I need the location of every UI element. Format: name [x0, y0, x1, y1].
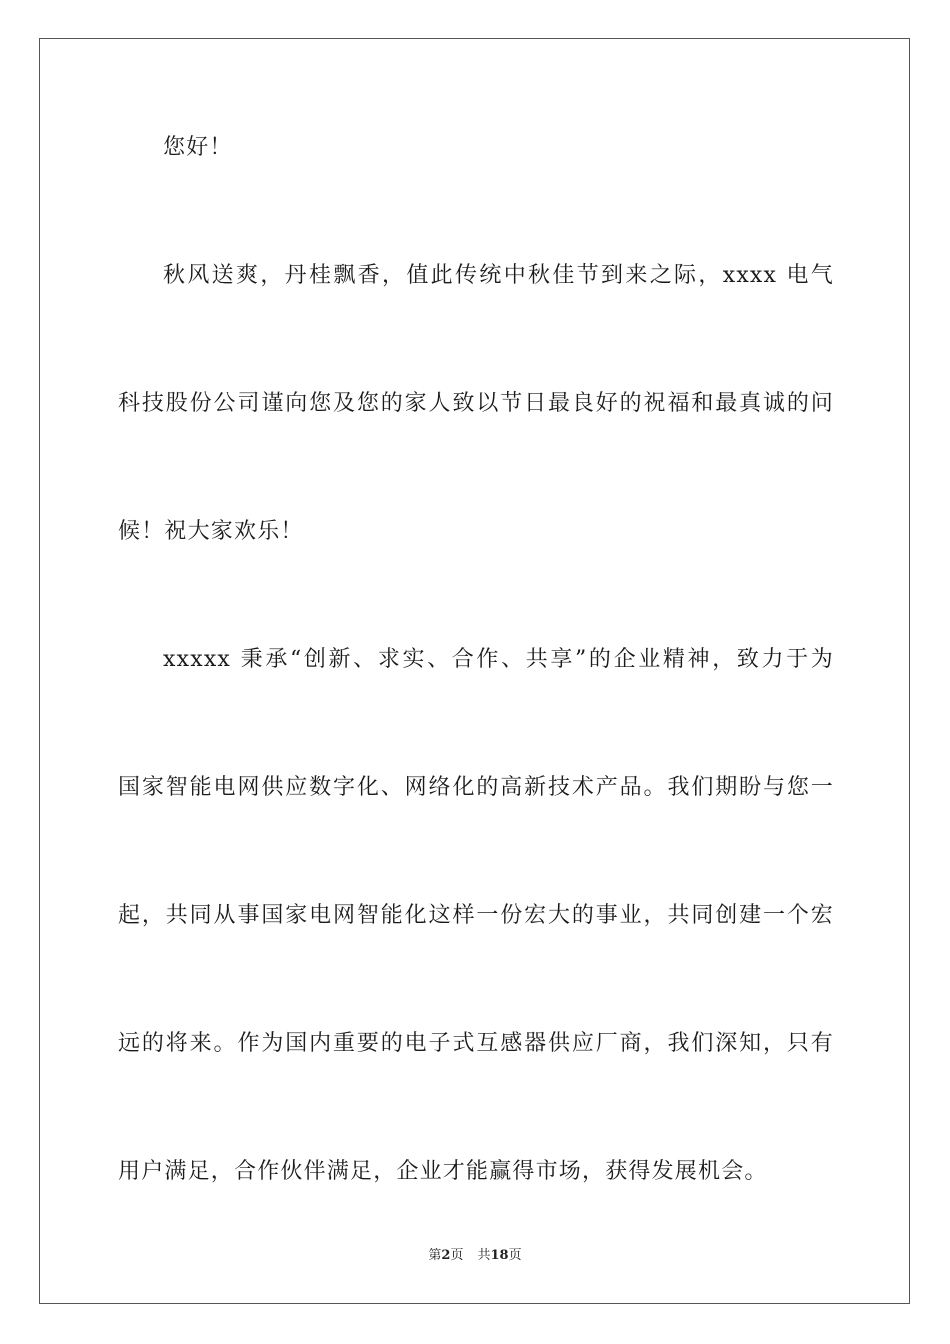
- greeting-line: 您好！: [163, 135, 233, 160]
- total-prefix: 共: [477, 1248, 491, 1263]
- total-pages: 18: [490, 1248, 509, 1263]
- total-suffix: 页: [508, 1248, 522, 1263]
- paragraph-2-line-4: 远的将来。作为国内重要的电子式互感器供应厂商，我们深知，只有: [118, 1031, 834, 1056]
- page-footer: [0, 1247, 950, 1265]
- page-number: 2: [441, 1248, 451, 1263]
- paragraph-1-line-1: 秋风送爽，丹桂飘香，值此传统中秋佳节到来之际，xxxx 电气: [163, 263, 834, 288]
- paragraph-1-line-3: 候！祝大家欢乐！: [118, 519, 304, 544]
- paragraph-2-line-5: 用户满足，合作伙伴满足，企业才能赢得市场，获得发展机会。: [118, 1159, 768, 1184]
- paragraph-1-line-2: 科技股份公司谨向您及您的家人致以节日最良好的祝福和最真诚的问: [118, 391, 834, 416]
- page-suffix: 页: [450, 1248, 464, 1263]
- page-prefix: 第: [428, 1248, 442, 1263]
- paragraph-2-line-3: 起，共同从事国家电网智能化这样一份宏大的事业，共同创建一个宏: [118, 903, 834, 928]
- paragraph-2-line-2: 国家智能电网供应数字化、网络化的高新技术产品。我们期盼与您一: [118, 775, 834, 800]
- paragraph-2-line-1: xxxxx 秉承“创新、求实、合作、共享”的企业精神，致力于为: [163, 647, 834, 672]
